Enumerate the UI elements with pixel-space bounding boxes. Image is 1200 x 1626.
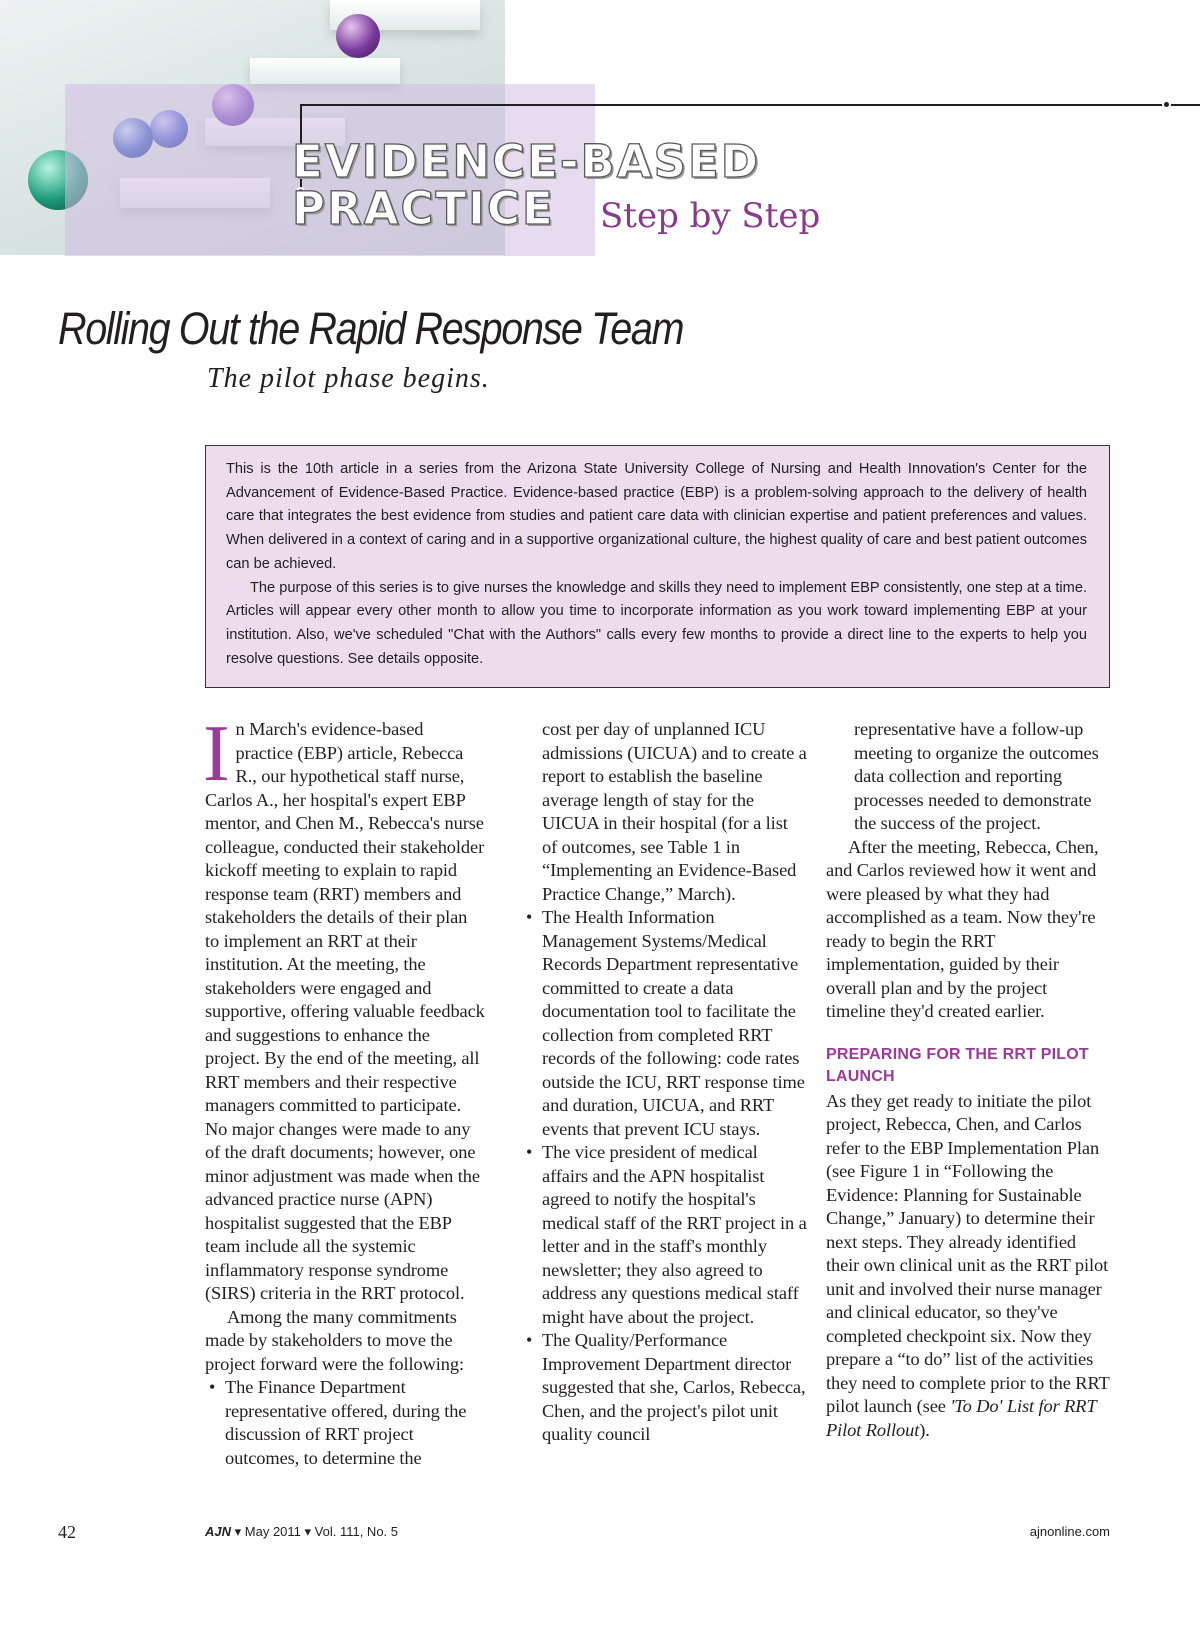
sidebar-reference: 'To Do' List for RRT Pilot Rollout — [826, 1396, 1097, 1440]
list-item: • The Quality/Performance Improvement Department director suggested that she, Carlos, Rebecca, Chen, and the project's pilot unit quality council — [522, 1329, 807, 1447]
purple-sphere — [336, 14, 380, 58]
section-title-line2: PRACTICE — [292, 182, 555, 235]
running-footer — [205, 1524, 398, 1540]
intro-paragraph: This is the 10th article in a series from the Arizona State University College of Nursing and Health Innovation's Center for the Advancement of Evidence-Based Practice. Evidence-based practice (EBP) is a problem-solving approach to the delivery of health care that integrates the best evidence from studies and patient care data with clinician expertise and patient preferences and values. When delivered in a context of caring and in a supportive organizational culture, the highest quality of care and best patient outcomes can be achieved. — [226, 461, 1087, 572]
body-paragraph — [826, 1090, 1111, 1443]
page-number: 42 — [58, 1522, 76, 1542]
list-item-continued: cost per day of unplanned ICU admissions (UICUA) and to create a report to establish the baseline average length of stay for the UICUA in their hospital (for a list of outcomes, see Table 1 in “Implementing an Evidence-Based Practice Change,” March). — [542, 719, 807, 904]
issue-info: ▾ May 2011 ▾ Vol. 111, No. 5 — [234, 1524, 399, 1539]
intro-paragraph: The purpose of this series is to give nurses the knowledge and skills they need to implement EBP consistently, one step at a time. Articles will appear every other month to allow you time to incorporate information as you work toward implementing EBP at your institution. Also, we've scheduled "Chat with the Authors" calls every few months to provide a direct line to the experts to help you resolve questions. See details opposite. — [226, 579, 1087, 667]
list-item: • The vice president of medical affairs and the APN hospitalist agreed to notify the hospital's medical staff of the RRT project in a letter and in the staff's monthly newsletter; they also agreed to address any questions medical staff might have about the project. — [522, 1141, 807, 1329]
article-deck: The pilot phase begins. — [207, 363, 490, 394]
commitments-list — [205, 1376, 485, 1470]
section-heading: PREPARING FOR THE RRT PILOT LAUNCH — [826, 1045, 1089, 1085]
body-text: n March's evidence-based practice (EBP) article, Rebecca R., our hypothetical staff nurse, Carlos A., her hospital's expert EBP mentor, and Chen M., Rebecca's nurse colleague, conducted their stakeholder kickoff meeting to explain to rapid response team (RRT) members and stakeholders the details of their plan to implement an RRT at their institution. At the meeting, the stakeholders were engaged and supportive, offering valuable feedback and suggestions to enhance the project. By the end of the meeting, all RRT members and their respective managers committed to participate. No major changes were made to any of the draft documents; however, one minor adjustment was made when the advanced practice nurse (APN) hospitalist suggested that the EBP team include all the systemic inflammatory response syndrome (SIRS) criteria in the RRT protocol. — [205, 719, 485, 1303]
body-text: As they get ready to initiate the pilot project, Rebecca, Chen, and Carlos refer to the EBP Implementation Plan (see Figure 1 in “Following the Evidence: Planning for Sustainable Change,” January) to determine their next steps. They already identified their own clinical unit as the RRT pilot unit and involved their nurse manager and clinical educator, so they've completed checkpoint six. Now they prepare a “to do” list of the activities they need to complete prior to the RRT pilot launch (see — [826, 1090, 1110, 1416]
body-text: ). — [919, 1419, 930, 1440]
body-paragraph: Among the many commitments made by stakeholders to move the project forward were the following: — [205, 1306, 464, 1374]
stair-step — [250, 58, 400, 84]
list-item: • The Finance Department representative offered, during the discussion of RRT project outcomes, to determine the — [205, 1376, 485, 1470]
journal-name: AJN — [205, 1524, 232, 1539]
body-column-1 — [203, 710, 485, 1470]
commitments-list-continued — [522, 718, 807, 1447]
list-item-continued: representative have a follow-up meeting to organize the outcomes data collection and reporting processes needed to demonstrate the success of the project. — [854, 719, 1099, 833]
site-url: ajnonline.com — [1029, 1524, 1110, 1539]
body-column-2 — [522, 718, 807, 1447]
body-paragraph — [203, 710, 485, 1306]
body-column-3 — [826, 718, 1111, 1442]
article-headline: Rolling Out the Rapid Response Team — [58, 303, 684, 354]
body-paragraph: After the meeting, Rebecca, Chen, and Carlos reviewed how it went and were pleased by what they had accomplished as a team. Now they're ready to begin the RRT implementation, guided by their overall plan and by the project timeline they'd created earlier. — [826, 836, 1099, 1021]
drop-cap: I — [203, 710, 230, 798]
list-item: • The Health Information Management Systems/Medical Records Department representative committed to create a data documentation tool to facilitate the collection from completed RRT records of the following: code rates outside the ICU, RRT response time and duration, UICUA, and RRT events that prevent ICU stays. — [522, 906, 807, 1141]
banner-dot — [1162, 100, 1171, 109]
series-intro-box — [205, 445, 1110, 688]
section-subtitle: Step by Step — [600, 196, 821, 236]
section-title-line1: EVIDENCE-BASED — [292, 135, 761, 188]
banner-rule — [300, 104, 1200, 106]
